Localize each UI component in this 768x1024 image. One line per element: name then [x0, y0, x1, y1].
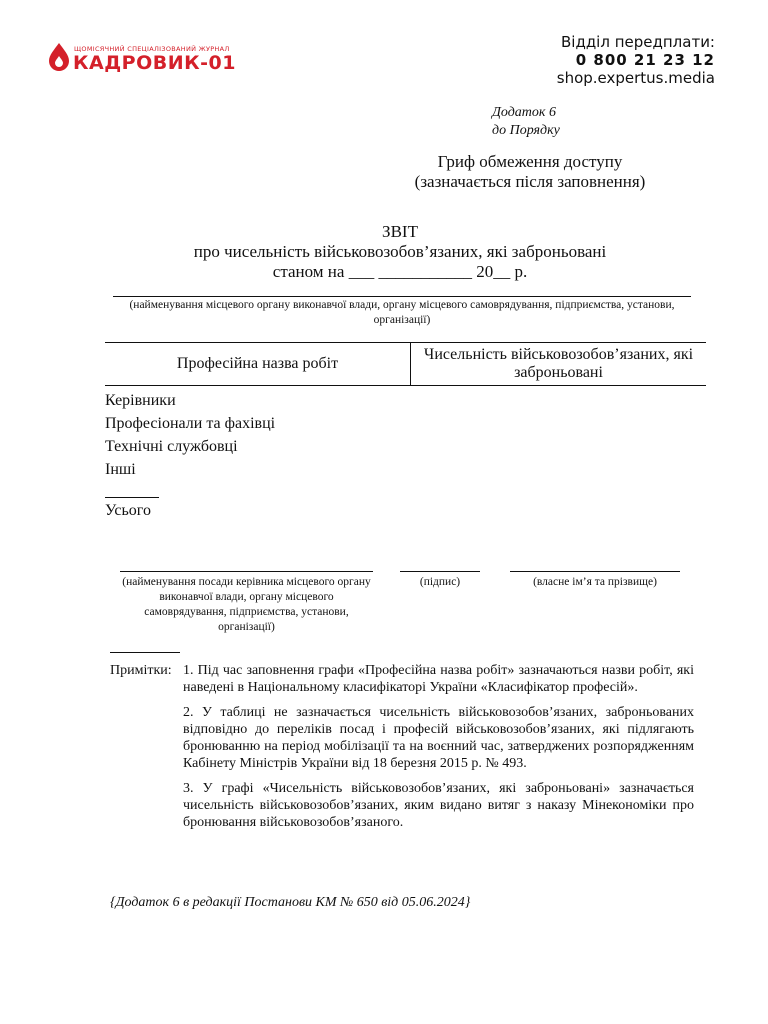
position-fill-line — [120, 571, 373, 572]
notes-label: Примітки: — [110, 663, 172, 678]
table-row: Інші — [105, 461, 136, 478]
total-divider — [105, 497, 159, 498]
table-row: Професіонали та фахівці — [105, 415, 276, 432]
notes-divider — [110, 652, 180, 653]
report-heading — [100, 222, 700, 282]
total-row: Усього — [105, 502, 151, 519]
column-header-count: Чисельність військовозобов’язаних, які заброньовані — [423, 346, 694, 381]
report-subtitle: про чисельність військовозобов’язаних, які заброньовані — [193, 242, 607, 261]
organization-caption: (найменування місцевого органу виконавчої влади, органу місцевого самоврядування, підприємства, установи, організації) — [129, 299, 675, 326]
website-link[interactable]: shop.expertus.media — [556, 69, 715, 87]
notes-list — [183, 662, 694, 839]
name-caption: (власне ім’я та прізвище) — [533, 576, 657, 588]
column-header-profession: Професійна назва робіт — [105, 343, 411, 385]
annex-line-1: Додаток 6 — [492, 105, 556, 120]
name-fill-line — [510, 571, 680, 572]
access-restriction — [400, 152, 660, 192]
table-row: Технічні службовці — [105, 438, 238, 455]
restriction-line-1: Гриф обмеження доступу — [437, 152, 623, 171]
note-item: 1. Під час заповнення графи «Професійна назва робіт» зазначаються назви робіт, які наведені в Національному класифікаторі України «Класифікатор професій». — [183, 663, 694, 695]
subscription-contact — [557, 33, 715, 87]
amendment-note: {Додаток 6 в редакції Постанови КМ № 650 від 05.06.2024} — [110, 895, 471, 910]
drop-icon — [48, 42, 70, 72]
table-row: Керівники — [105, 392, 176, 409]
report-table-header — [105, 342, 706, 386]
annex-reference — [492, 104, 560, 140]
signature-caption: (підпис) — [419, 576, 461, 588]
subscription-label: Відділ передплати: — [560, 33, 715, 51]
note-item: 3. У графі «Чисельність військовозобов’язаних, які заброньовані» зазначається чисельність військовозобов’язаних, яким видано витяг з наказу Мінекономіки про бронювання військовозобов’язаного. — [183, 781, 694, 830]
position-caption: (найменування посади керівника місцевого органу виконавчої влади, органу місцевого самоврядування, підприємства, установи, організації) — [122, 576, 371, 633]
logo-name: КАДРОВИК-01 — [73, 52, 236, 74]
logo-tagline: ЩОМІСЯЧНИЙ СПЕЦІАЛІЗОВАНИЙ ЖУРНАЛ — [74, 45, 230, 53]
report-title: ЗВІТ — [382, 222, 418, 241]
restriction-line-2: (зазначається після заповнення) — [414, 172, 646, 191]
logo[interactable] — [48, 40, 248, 74]
signature-fill-line — [400, 571, 480, 572]
report-date-line: станом на ___ ___________ 20__ р. — [272, 262, 528, 281]
organization-fill-line — [113, 296, 691, 297]
phone-number[interactable]: 0 800 21 23 12 — [575, 51, 715, 69]
note-item: 2. У таблиці не зазначається чисельність військовозобов’язаних, заброньованих відповідно до переліків посад і професій військовозобов’язаних, які підлягають бронюванню на період мобілізації та на воєнний час, затверджених розпорядженням Кабінету Міністрів України від 18 березня 2015 р. № 493. — [183, 705, 694, 771]
annex-line-2: до Порядку — [492, 123, 560, 138]
table-rows — [105, 389, 275, 481]
